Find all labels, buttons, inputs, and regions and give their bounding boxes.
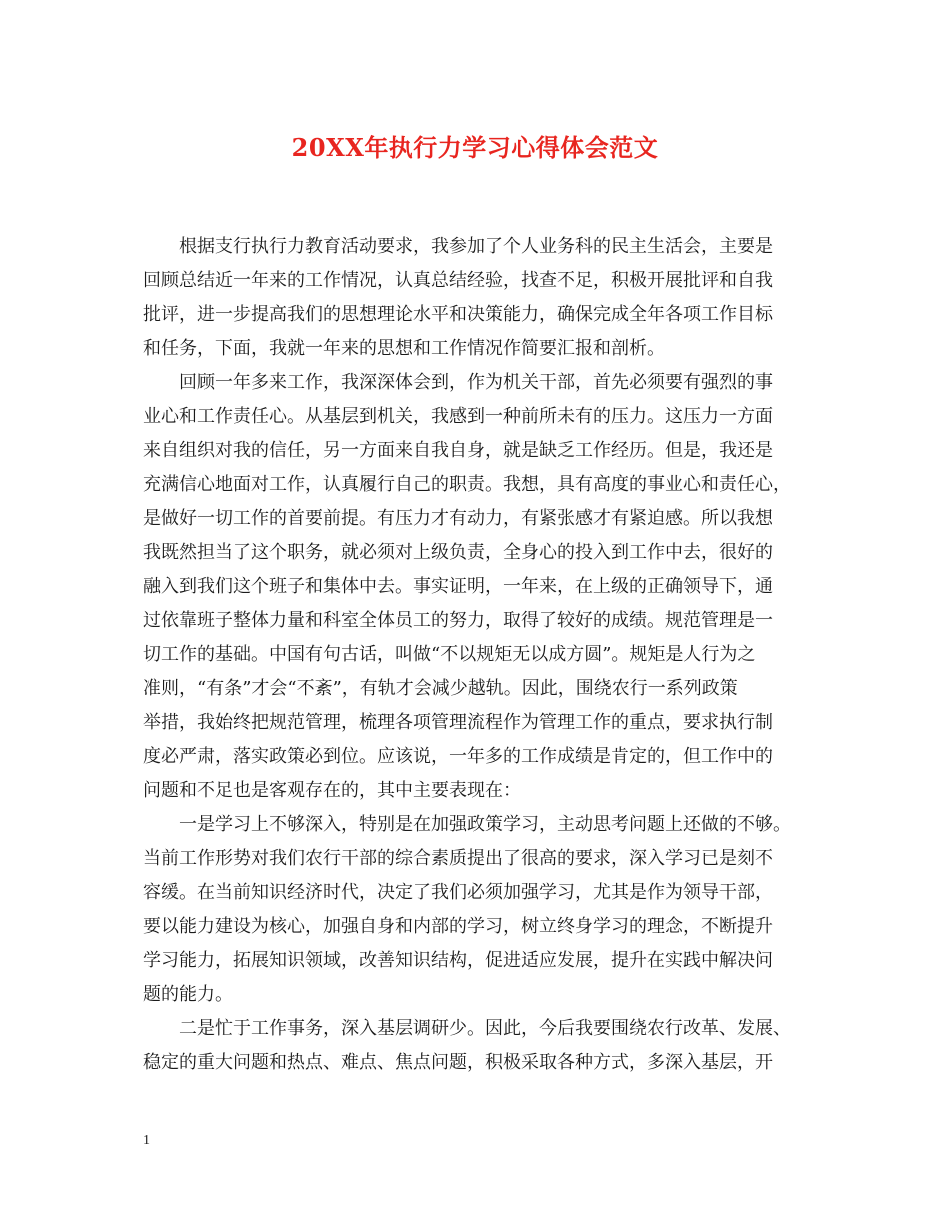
text-line: 回顾总结近一年来的工作情况，认真总结经验，找查不足，积极开展批评和自我 — [143, 270, 773, 291]
text-line: 根据支行执行力教育活动要求，我参加了个人业务科的民主生活会，主要是 — [179, 236, 773, 257]
text-line: 当前工作形势对我们农行干部的综合素质提出了很高的要求，深入学习已是刻不 — [143, 848, 773, 869]
paragraph-1 — [143, 230, 813, 366]
text-line: 是做好一切工作的首要前提。有压力才有动力，有紧张感才有紧迫感。所以我想 — [143, 508, 773, 529]
text-line: 批评，进一步提高我们的思想理论水平和决策能力，确保完成全年各项工作目标 — [143, 304, 773, 325]
text-line: 题的能力。 — [143, 984, 233, 1005]
text-line: 度必严肃，落实政策必到位。应该说，一年多的工作成绩是肯定的，但工作中的 — [143, 746, 773, 767]
text-line: 回顾一年多来工作，我深深体会到，作为机关干部，首先必须要有强烈的事 — [179, 372, 773, 393]
text-line: 切工作的基础。中国有句古话，叫做“不以规矩无以成方圆”。规矩是人行为之 — [143, 644, 756, 665]
text-line: 学习能力，拓展知识领域，改善知识结构，促进适应发展，提升在实践中解决问 — [143, 950, 773, 971]
page-number: 1 — [143, 1133, 150, 1148]
text-line: 一是学习上不够深入，特别是在加强政策学习，主动思考问题上还做的不够。 — [179, 814, 791, 835]
document-body — [143, 230, 813, 1080]
text-line: 稳定的重大问题和热点、难点、焦点问题，积极采取各种方式，多深入基层，开 — [143, 1052, 773, 1073]
paragraph-3 — [143, 808, 813, 1012]
text-line: 准则，“有条”才会“不紊”，有轨才会减少越轨。因此，围绕农行一系列政策 — [143, 678, 738, 699]
text-line: 融入到我们这个班子和集体中去。事实证明，一年来，在上级的正确领导下，通 — [143, 576, 773, 597]
text-line: 和任务，下面，我就一年来的思想和工作情况作简要汇报和剖析。 — [143, 338, 665, 359]
text-line: 业心和工作责任心。从基层到机关，我感到一种前所未有的压力。这压力一方面 — [143, 406, 773, 427]
text-line: 我既然担当了这个职务，就必须对上级负责，全身心的投入到工作中去，很好的 — [143, 542, 773, 563]
text-line: 容缓。在当前知识经济时代，决定了我们必须加强学习，尤其是作为领导干部， — [143, 882, 773, 903]
paragraph-4 — [143, 1012, 813, 1080]
text-line: 问题和不足也是客观存在的，其中主要表现在： — [143, 780, 521, 801]
text-line: 来自组织对我的信任，另一方面来自我自身，就是缺乏工作经历。但是，我还是 — [143, 440, 773, 461]
text-line: 二是忙于工作事务，深入基层调研少。因此，今后我要围绕农行改革、发展、 — [179, 1018, 791, 1039]
text-line: 要以能力建设为核心，加强自身和内部的学习，树立终身学习的理念，不断提升 — [143, 916, 773, 937]
paragraph-2 — [143, 366, 813, 808]
text-line: 举措，我始终把规范管理，梳理各项管理流程作为管理工作的重点，要求执行制 — [143, 712, 773, 733]
document-title: 20XX年执行力学习心得体会范文 — [291, 133, 659, 162]
text-line: 充满信心地面对工作，认真履行自己的职责。我想，具有高度的事业心和责任心， — [143, 474, 791, 495]
text-line: 过依靠班子整体力量和科室全体员工的努力，取得了较好的成绩。规范管理是一 — [143, 610, 773, 631]
